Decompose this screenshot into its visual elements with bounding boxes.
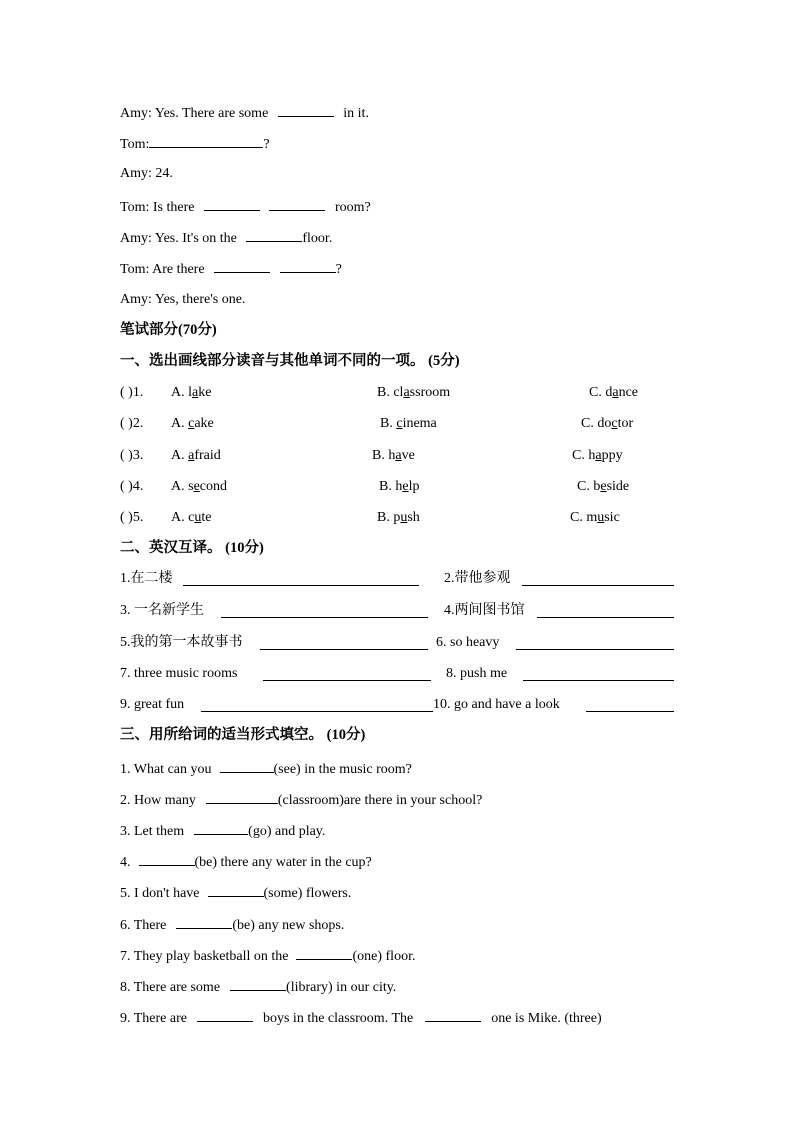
speaker: Tom: [120,262,150,277]
answer-blank[interactable] [230,977,286,991]
question-number: ( )2. [120,416,144,431]
translation-item: 5.我的第一本故事书 [120,635,243,650]
translation-item: 1.在二楼 [120,571,173,586]
answer-blank[interactable] [425,1008,481,1022]
dialogue-text: Yes. It's on the [154,231,237,246]
speaker: Amy: [120,106,152,121]
answer-blank[interactable] [246,228,302,242]
dialogue-text: 24. [155,166,173,181]
fill-item: 7. They play basketball on the (one) floor. [120,946,415,966]
answer-blank[interactable] [176,915,232,929]
option-b[interactable]: B. have [372,448,415,463]
answer-blank[interactable] [516,636,674,650]
dialogue-line-5 [120,228,332,248]
answer-blank[interactable] [523,667,674,681]
answer-blank[interactable] [263,667,431,681]
dialogue-text: Yes, there's one. [154,292,246,307]
section3-title: 三、用所给词的适当形式填空。 (10分) [120,727,366,743]
translation-item: 7. three music rooms [120,666,238,681]
question-number: ( )4. [120,479,144,494]
option-b[interactable]: B. help [379,479,420,494]
fill-item: 9. There are boys in the classroom. The one is Mike. (three) [120,1008,602,1028]
dialogue-text: room? [334,200,371,215]
dialogue-line-1 [120,103,369,123]
answer-blank[interactable] [296,946,352,960]
option-b[interactable]: B. classroom [377,385,451,400]
question-number: ( )1. [120,385,144,400]
dialogue-line-2 [120,134,270,154]
question-number: ( )5. [120,510,144,525]
fill-item: 8. There are some (library) in our city. [120,977,396,997]
translation-item: 8. push me [446,666,508,681]
section2-title: 二、英汉互译。 (10分) [120,540,264,556]
dialogue-text: Is there [152,200,195,215]
translation-item: 3. 一名新学生 [120,603,204,618]
written-part-title: 笔试部分(70分) [120,322,217,338]
answer-blank[interactable] [221,604,428,618]
option-a[interactable]: A. afraid [171,448,221,463]
dialogue-line-6 [120,259,342,279]
fill-item: 5. I don't have (some) flowers. [120,883,351,903]
answer-blank[interactable] [214,259,270,273]
dialogue-text: ? [263,137,270,152]
fill-item: 3. Let them (go) and play. [120,821,325,841]
answer-blank[interactable] [260,636,428,650]
translation-item: 4.两间图书馆 [444,603,525,618]
option-c[interactable]: C. beside [577,479,630,494]
answer-blank[interactable] [220,759,274,773]
speaker: Amy: [120,166,152,181]
translation-item: 6. so heavy [436,635,500,650]
option-a[interactable]: A. second [171,479,227,494]
answer-blank[interactable] [278,103,334,117]
translation-item: 9. great fun [120,697,185,712]
question-number: ( )3. [120,448,144,463]
answer-blank[interactable] [206,790,278,804]
dialogue-text: floor. [302,231,333,246]
translation-item: 2.带他参观 [444,571,511,586]
dialogue-text: Yes. There are some [154,106,269,121]
option-b[interactable]: B. push [377,510,420,525]
section1-title: 一、选出画线部分读音与其他单词不同的一项。 (5分) [120,353,460,369]
dialogue-text: Are there [152,262,205,277]
option-a[interactable]: A. cake [171,416,214,431]
answer-blank[interactable] [194,821,248,835]
fill-item: 2. How many (classroom)are there in your school? [120,790,482,810]
answer-blank[interactable] [269,197,325,211]
speaker: Amy: [120,231,152,246]
answer-blank[interactable] [208,883,264,897]
option-b[interactable]: B. cinema [380,416,437,431]
fill-item: 6. There (be) any new shops. [120,915,344,935]
answer-blank[interactable] [586,698,674,712]
answer-blank[interactable] [139,852,195,866]
dialogue-text: ? [335,262,342,277]
speaker: Tom: [120,200,150,215]
answer-blank[interactable] [280,259,336,273]
answer-blank[interactable] [204,197,260,211]
option-a[interactable]: A. lake [171,385,212,400]
fill-item: 4. (be) there any water in the cup? [120,852,372,872]
dialogue-line-7 [120,291,245,309]
answer-blank[interactable] [197,1008,253,1022]
answer-blank[interactable] [183,572,419,586]
answer-blank[interactable] [201,698,433,712]
speaker: Amy: [120,292,152,307]
translation-item: 10. go and have a look [433,697,560,712]
dialogue-text: in it. [343,106,369,121]
dialogue-line-4 [120,197,371,217]
answer-blank[interactable] [537,604,674,618]
speaker: Tom: [120,137,150,152]
option-c[interactable]: C. music [570,510,620,525]
answer-blank[interactable] [522,572,674,586]
option-a[interactable]: A. cute [171,510,212,525]
option-c[interactable]: C. doctor [581,416,634,431]
fill-item: 1. What can you (see) in the music room? [120,759,412,779]
dialogue-line-3 [120,165,173,183]
option-c[interactable]: C. happy [572,448,623,463]
answer-blank[interactable] [149,134,263,148]
option-c[interactable]: C. dance [589,385,638,400]
